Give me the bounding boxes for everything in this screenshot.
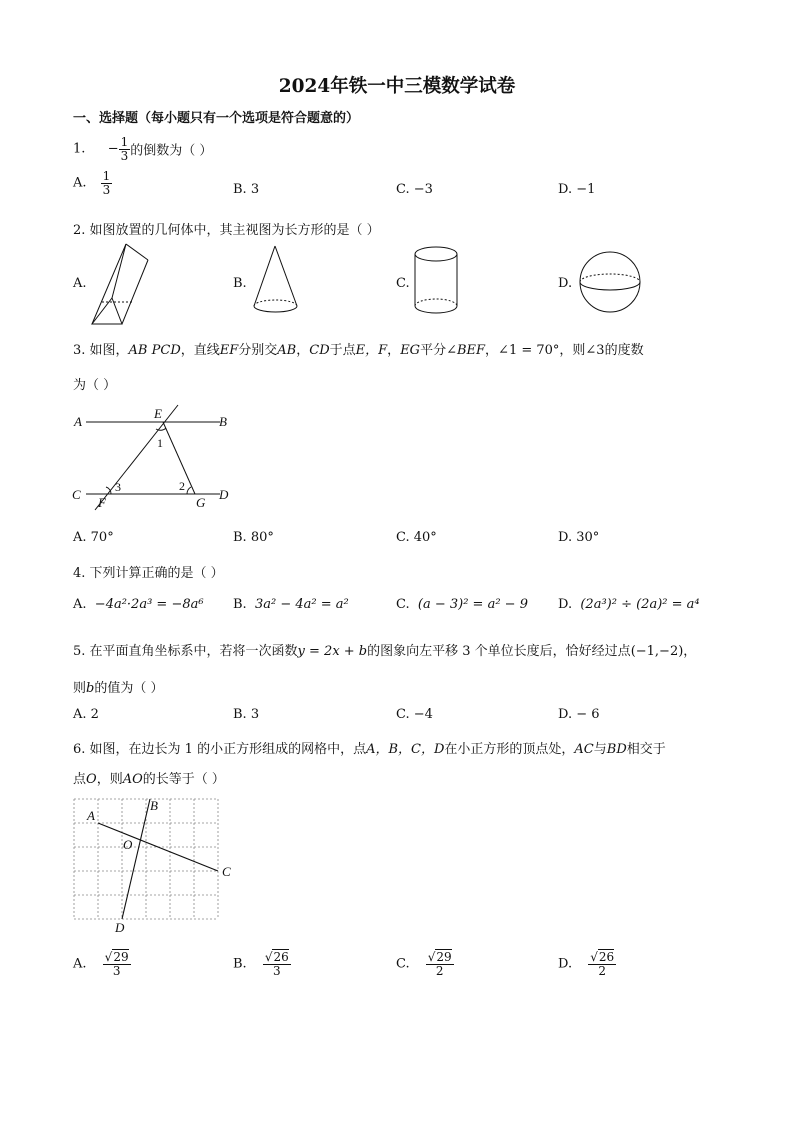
question-6-line-1: 6. 如图，在边长为 1 的小正方形组成的网格中，点A，B，C，D在小正方形的顶点处，AC与BD相交于	[73, 742, 666, 757]
question-4: 4. 下列计算正确的是（ ）	[73, 566, 224, 581]
q5-option-b[interactable]: B. 3	[233, 707, 260, 722]
q4-option-a[interactable]: A. −4a²·2a³ = −8a⁶	[73, 597, 204, 612]
question-3-line-2: 为（ ）	[73, 378, 117, 393]
cone-figure	[250, 244, 306, 320]
q4-option-d[interactable]: D. (2a³)² ÷ (2a)² = a⁴	[558, 597, 700, 612]
question-5-line-2: 则b的值为（ ）	[73, 681, 164, 696]
label-B: B	[219, 414, 227, 429]
q6-option-b[interactable]: B. $\frac{√26}{3}$	[233, 950, 289, 978]
q5-option-d[interactable]: D. − 6	[558, 707, 600, 722]
q4-option-c[interactable]: C. (a − 3)² = a² − 9	[396, 597, 528, 612]
question-3-line-1: 3. 如图，AB PCD，直线EF分别交AB，CD于点E，F，EG平分∠BEF，∠1 = 70°，则∠3的度数	[73, 343, 644, 358]
q2-option-d[interactable]: D.	[558, 276, 573, 291]
q2-option-b[interactable]: B.	[233, 276, 247, 291]
grid-label-C: C	[222, 864, 231, 879]
q1-number: 1.	[73, 141, 86, 157]
question-2: 2. 如图放置的几何体中，其主视图为长方形的是（ ）	[73, 223, 380, 238]
grid-label-B: B	[150, 798, 158, 813]
section-heading: 一、选择题（每小题只有一个选项是符合题意的）	[73, 111, 360, 126]
angle-2-label: 2	[179, 479, 185, 493]
q1-option-a[interactable]: A. $\frac{1}{3}$	[73, 169, 111, 197]
label-C: C	[72, 487, 81, 502]
parallel-lines-figure	[70, 403, 240, 513]
angle-1-label: 1	[157, 436, 163, 450]
q5-option-c[interactable]: C. −4	[396, 707, 433, 722]
q2-option-c[interactable]: C.	[396, 276, 410, 291]
q6-option-d[interactable]: D. $\frac{√26}{2}$	[558, 950, 615, 978]
q1-tail: 的倒数为（ ）	[130, 143, 213, 159]
q2-option-a[interactable]: A.	[73, 276, 87, 291]
angle-3-label: 3	[115, 480, 121, 494]
q3-option-b[interactable]: B. 80°	[233, 530, 274, 545]
q1-neg-sign: −	[107, 141, 119, 157]
page-title: 2024年铁一中三模数学试卷	[278, 76, 516, 97]
sphere-figure	[578, 250, 644, 316]
q3-option-c[interactable]: C. 40°	[396, 530, 437, 545]
question-1	[73, 136, 212, 162]
q1-option-b[interactable]: B. 3	[233, 182, 260, 197]
q3-option-d[interactable]: D. 30°	[558, 530, 600, 545]
label-F: F	[98, 495, 106, 510]
grid-figure	[70, 796, 240, 936]
prism-figure	[88, 240, 153, 328]
cylinder-figure	[412, 244, 464, 318]
question-5-line-1: 5. 在平面直角坐标系中，若将一次函数y = 2x + b的图象向左平移 3 个单位长度后，恰好经过点(−1,−2)，	[73, 644, 697, 659]
label-G: G	[196, 495, 206, 510]
label-E: E	[154, 406, 162, 421]
label-A: A	[74, 414, 82, 429]
q3-option-a[interactable]: A. 70°	[73, 530, 114, 545]
grid-label-D: D	[115, 920, 125, 935]
grid-label-O: O	[123, 837, 133, 852]
q4-option-b[interactable]: B. 3a² − 4a² = a²	[233, 597, 349, 612]
grid-label-A: A	[87, 808, 95, 823]
q1-option-c[interactable]: C. −3	[396, 182, 433, 197]
q1-option-d[interactable]: D. −1	[558, 182, 596, 197]
label-D: D	[219, 487, 229, 502]
q6-option-c[interactable]: C. $\frac{√29}{2}$	[396, 950, 452, 978]
q5-option-a[interactable]: A. 2	[73, 707, 99, 722]
q6-option-a[interactable]: A. $\frac{√29}{3}$	[73, 950, 129, 978]
question-6-line-2: 点O，则AO的长等于（ ）	[73, 772, 225, 787]
q1-fraction: $\frac{1}{3}$	[120, 135, 129, 163]
